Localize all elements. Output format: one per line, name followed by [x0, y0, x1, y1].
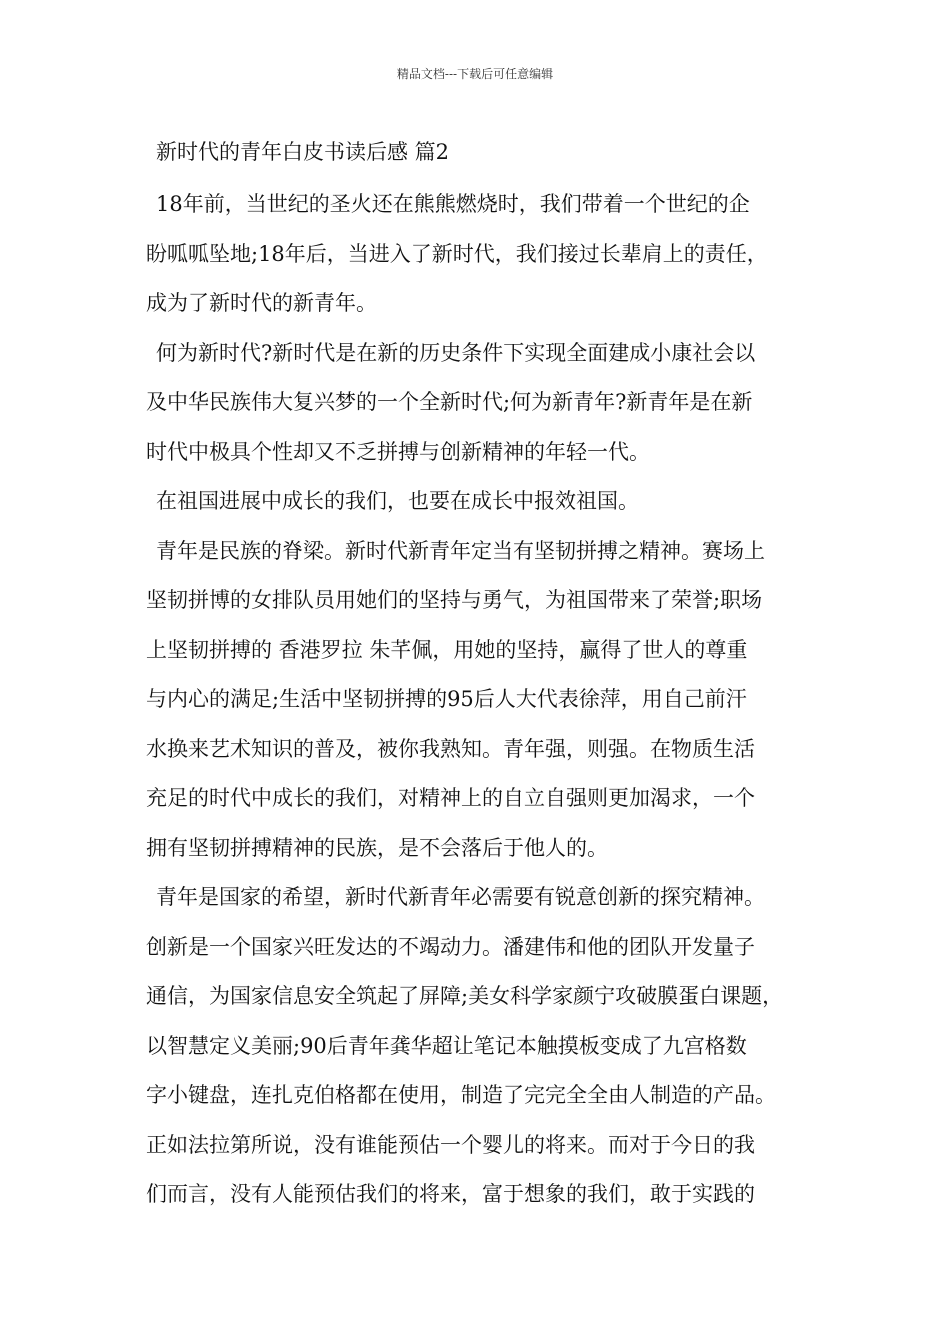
text-line: 在祖国进展中成长的我们，也要在成长中报效祖国。 [156, 489, 639, 513]
text-line: 及中华民族伟大复兴梦的一个全新时代;何为新青年?新青年是在新 [146, 390, 753, 414]
document-body [146, 136, 826, 1220]
text-line: 成为了新时代的新青年。 [146, 291, 377, 315]
paragraph [146, 527, 826, 874]
document-title: 新时代的青年白皮书读后感 篇2 [156, 140, 450, 164]
text-line: 水换来艺术知识的普及，被你我熟知。青年强，则强。在物质生活 [146, 736, 755, 761]
text-line: 时代中极具个性却又不乏拼搏与创新精神的年轻一代。 [146, 439, 650, 464]
text-line: 18年前，当世纪的圣火还在熊熊燃烧时，我们带着一个世纪的企 [156, 192, 750, 216]
text-line: 青年是国家的希望，新时代新青年必需要有锐意创新的探究精神。 [156, 885, 765, 909]
text-line: 坚韧拼博的女排队员用她们的坚持与勇气，为祖国带来了荣誉;职场 [146, 588, 763, 612]
text-line: 与内心的满足;生活中坚韧拼搏的95后人大代表徐萍，用自己前汗 [146, 687, 747, 711]
text-line: 们而言，没有人能预估我们的将来，富于想象的我们，敢于实践的 [146, 1182, 755, 1206]
text-line: 字小键盘，连扎克伯格都在使用，制造了完完全全由人制造的产品。 [146, 1083, 776, 1107]
text-line: 以智慧定义美丽;90后青年龚华超让笔记本触摸板变成了九宫格数 [146, 1033, 747, 1058]
text-line: 盼呱呱坠地;18年后，当进入了新时代，我们接过长辈肩上的责任， [146, 241, 768, 266]
text-line: 上坚韧拼搏的 香港罗拉 朱芊佩，用她的坚持，赢得了世人的尊重 [146, 637, 748, 662]
text-line: 通信，为国家信息安全筑起了屏障;美女科学家颜宁攻破膜蛋白课题， [146, 984, 784, 1008]
text-line: 正如法拉第所说，没有谁能预估一个婴儿的将来。而对于今日的我 [146, 1132, 755, 1157]
text-line: 何为新时代?新时代是在新的历史条件下实现全面建成小康社会以 [156, 340, 756, 365]
paragraph [146, 477, 826, 527]
text-line: 青年是民族的脊梁。新时代新青年定当有坚韧拼搏之精神。赛场上 [156, 538, 765, 563]
paragraph [146, 873, 826, 1220]
text-line: 充足的时代中成长的我们，对精神上的自立自强则更加渴求，一个 [146, 786, 755, 810]
text-line: 拥有坚韧拼搏精神的民族，是不会落后于他人的。 [146, 835, 608, 860]
paragraph [146, 329, 826, 478]
paragraph [146, 180, 826, 329]
text-line: 创新是一个国家兴旺发达的不竭动力。潘建伟和他的团队开发量子 [146, 934, 755, 959]
page-header: 精品文档---下载后可任意编辑 [396, 67, 554, 81]
